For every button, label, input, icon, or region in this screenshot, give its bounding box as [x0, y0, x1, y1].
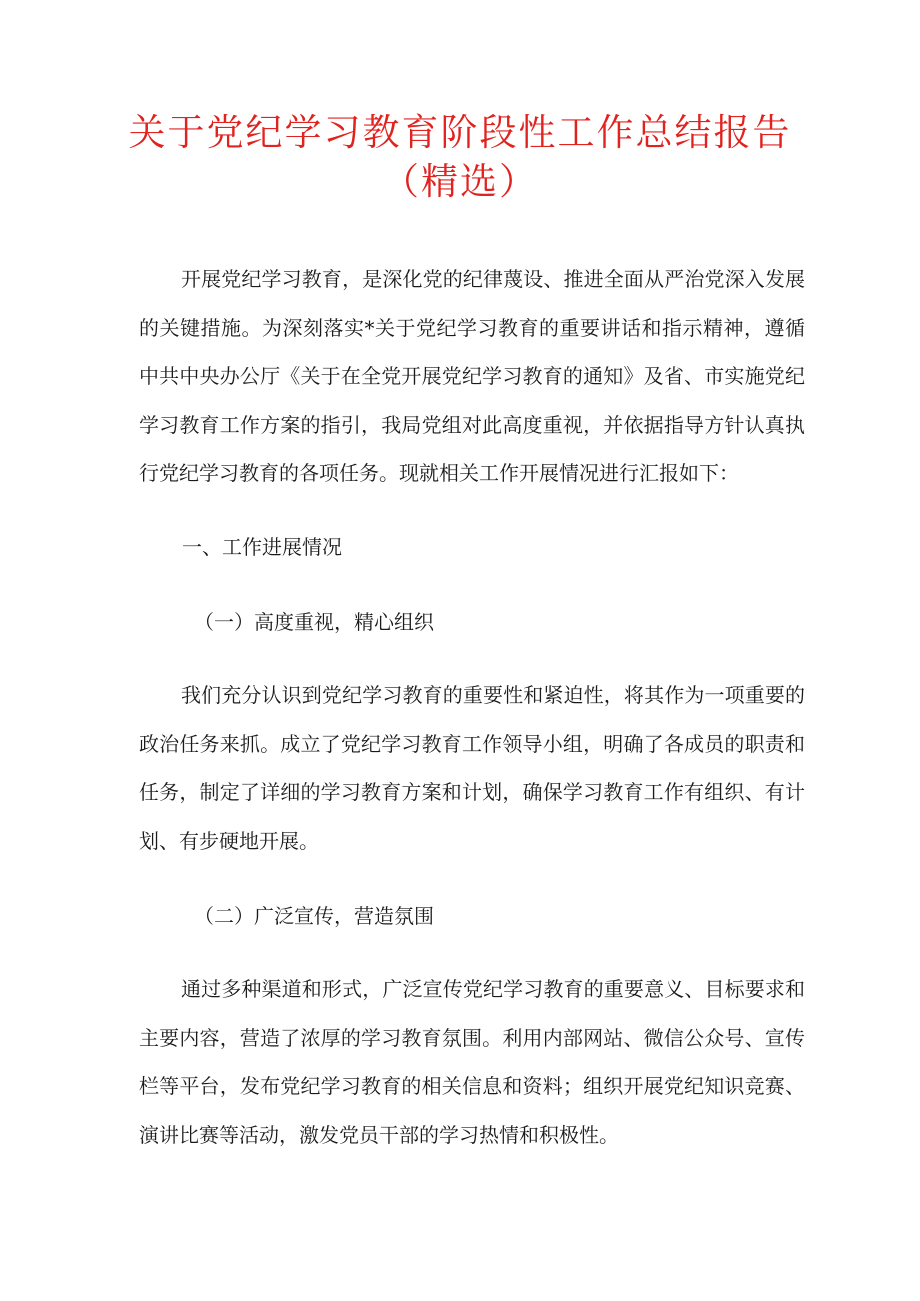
subsection-body-publicity: 通过多种渠道和形式，广泛宣传党纪学习教育的重要意义、目标要求和主要内容，营造了浓厚的学习教育氛围。利用内部网站、微信公众号、宣传栏等平台，发布党纪学习教育的相关信息和资料；组织开展党纪知识竞赛、演讲比赛等活动，激发党员干部的学习热情和积极性。: [139, 977, 805, 1147]
subsection-heading-organization: （一）高度重视，精心组织: [194, 610, 434, 634]
subsection-heading-publicity: （二）广泛宣传，营造氛围: [194, 904, 434, 928]
document-title: 关于党纪学习教育阶段性工作总结报告（精选）: [128, 111, 792, 203]
intro-paragraph: 开展党纪学习教育，是深化党的纪律蔑设、推进全面从严治党深入发展的关键措施。为深刻落实*关于党纪学习教育的重要讲话和指示精神，遵循中共中央办公厅《关于在全党开展党纪学习教育的通知》及省、市实施党纪学习教育工作方案的指引，我局党组对此高度重视，并依据指导方针认真执行党纪学习教育的各项任务。现就相关工作开展情况进行汇报如下：: [139, 267, 805, 486]
subsection-body-organization: 我们充分认识到党纪学习教育的重要性和紧迫性，将其作为一项重要的政治任务来抓。成立了党纪学习教育工作领导小组，明确了各成员的职责和任务，制定了详细的学习教育方案和计划，确保学习教育工作有组织、有计划、有步硬地开展。: [139, 683, 805, 853]
section-heading-work-progress: 一、工作进展情况: [182, 535, 342, 559]
